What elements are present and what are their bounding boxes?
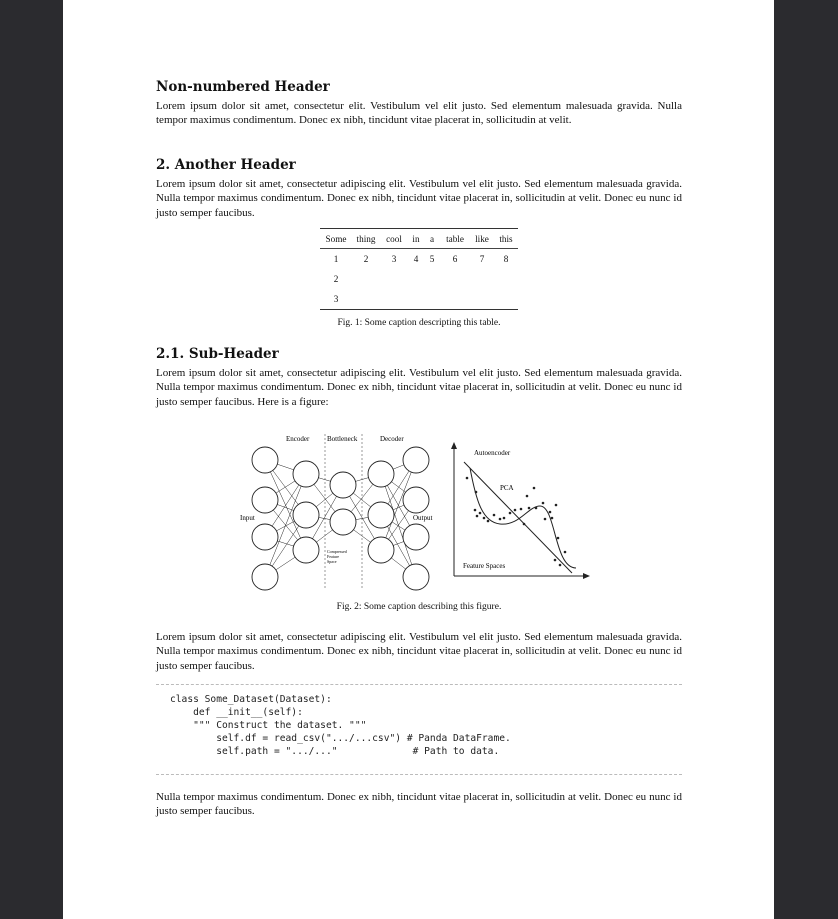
compressed-label-3: Space [327, 559, 337, 564]
section-heading-another: 2. Another Header [156, 157, 296, 173]
table-cell: 2 [333, 274, 339, 284]
table-row [320, 269, 518, 289]
code-line: self.path = ".../..." # Path to data. [170, 746, 500, 757]
compressed-label-2: Feature [327, 554, 339, 559]
table-header-cell: Some [325, 233, 347, 244]
y-axis-arrow [451, 442, 457, 449]
table-cell: 3 [333, 294, 339, 304]
output-label: Output [413, 514, 433, 522]
code-line: class Some_Dataset(Dataset): [170, 694, 332, 705]
compressed-label-1: Compressed [327, 549, 347, 554]
figure-caption: Fig. 2: Some caption describing this figure. [336, 602, 502, 612]
feature-space-plot [451, 442, 590, 579]
table-header-cell: table [446, 233, 464, 244]
table-header-cell: a [429, 233, 435, 244]
table-row [320, 289, 518, 309]
code-block [156, 684, 682, 775]
document-page [63, 0, 774, 919]
bottleneck-label: Bottleneck [327, 435, 358, 443]
code-line: self.df = read_csv(".../...csv") # Panda DataFrame. [170, 733, 511, 744]
input-label: Input [240, 514, 255, 522]
paragraph-4: Nulla tempor maximus condimentum. Donec ex nibh, tincidunt vitae placerat in, sollicitudin at velit. Donec eu nunc id justo semper faucibus. [156, 791, 682, 818]
pca-line [464, 462, 572, 573]
subsection-paragraph: Lorem ipsum dolor sit amet, consectetur adipiscing elit. Vestibulum vel elit justo. Sed elementum malesuada gravida. Nulla tempor maximus condimentum. Donec ex nibh, tincidunt vitae placerat in, sollicitudin at velit. Donec eu nunc id justo semper faucibus. Here is a figure: [156, 367, 682, 408]
autoencoder-figure [238, 430, 604, 594]
table-cell: 7 [479, 254, 485, 264]
paragraph-3: Lorem ipsum dolor sit amet, consectetur adipiscing elit. Vestibulum vel elit justo. Sed elementum malesuada gravida. Nulla tempor maximus condimentum. Donec ex nibh, tincidunt vitae placerat in, sollicitudin at velit. Donec eu nunc id justo semper faucibus. [156, 631, 682, 672]
table-cell: 1 [333, 254, 339, 264]
table-cell: 8 [503, 254, 509, 264]
code-line: def __init__(self): [170, 707, 303, 718]
section-heading-non-numbered: Non-numbered Header [156, 79, 330, 95]
pca-label: PCA [500, 484, 514, 492]
autoencoder-label: Autoencoder [474, 449, 511, 457]
table-row [320, 249, 518, 269]
table-cell: 4 [413, 254, 419, 264]
table-header-cell: like [475, 233, 489, 244]
decoder-label: Decoder [380, 435, 404, 443]
table-caption: Fig. 1: Some caption descripting this table. [337, 318, 501, 328]
feature-spaces-label: Feature Spaces [463, 562, 506, 570]
table-cell: 3 [391, 254, 397, 264]
code-line: """ Construct the dataset. """ [170, 720, 367, 731]
table-cell: 6 [452, 254, 458, 264]
table-cell: 2 [363, 254, 369, 264]
table-cell: 5 [429, 254, 435, 264]
section2-paragraph: Lorem ipsum dolor sit amet, consectetur adipiscing elit. Vestibulum vel elit justo. Sed elementum malesuada gravida. Nulla tempor maximus condimentum. Donec ex nibh, tincidunt vitae placerat in, sollicitudin at velit. Donec eu nunc id justo semper faucibus. [156, 178, 682, 219]
network-nodes [252, 447, 429, 590]
table-header-cell: thing [356, 233, 376, 244]
section1-paragraph: Lorem ipsum dolor sit amet, consectetur elit. Vestibulum vel elit justo. Sed elementum malesuada gravida. Nulla tempor maximus condimentum. Donec ex nibh, tincidunt vitae placerat in, sollicitudin at velit. [156, 100, 682, 127]
x-axis-arrow [583, 573, 590, 579]
table-header-row [320, 229, 518, 249]
table-header-cell: in [412, 233, 420, 244]
data-table [320, 228, 518, 310]
table-header-cell: cool [386, 233, 402, 244]
encoder-label: Encoder [286, 435, 310, 443]
table-header-cell: this [499, 233, 513, 244]
subsection-heading: 2.1. Sub-Header [156, 346, 279, 362]
autoencoder-curve [470, 468, 576, 568]
